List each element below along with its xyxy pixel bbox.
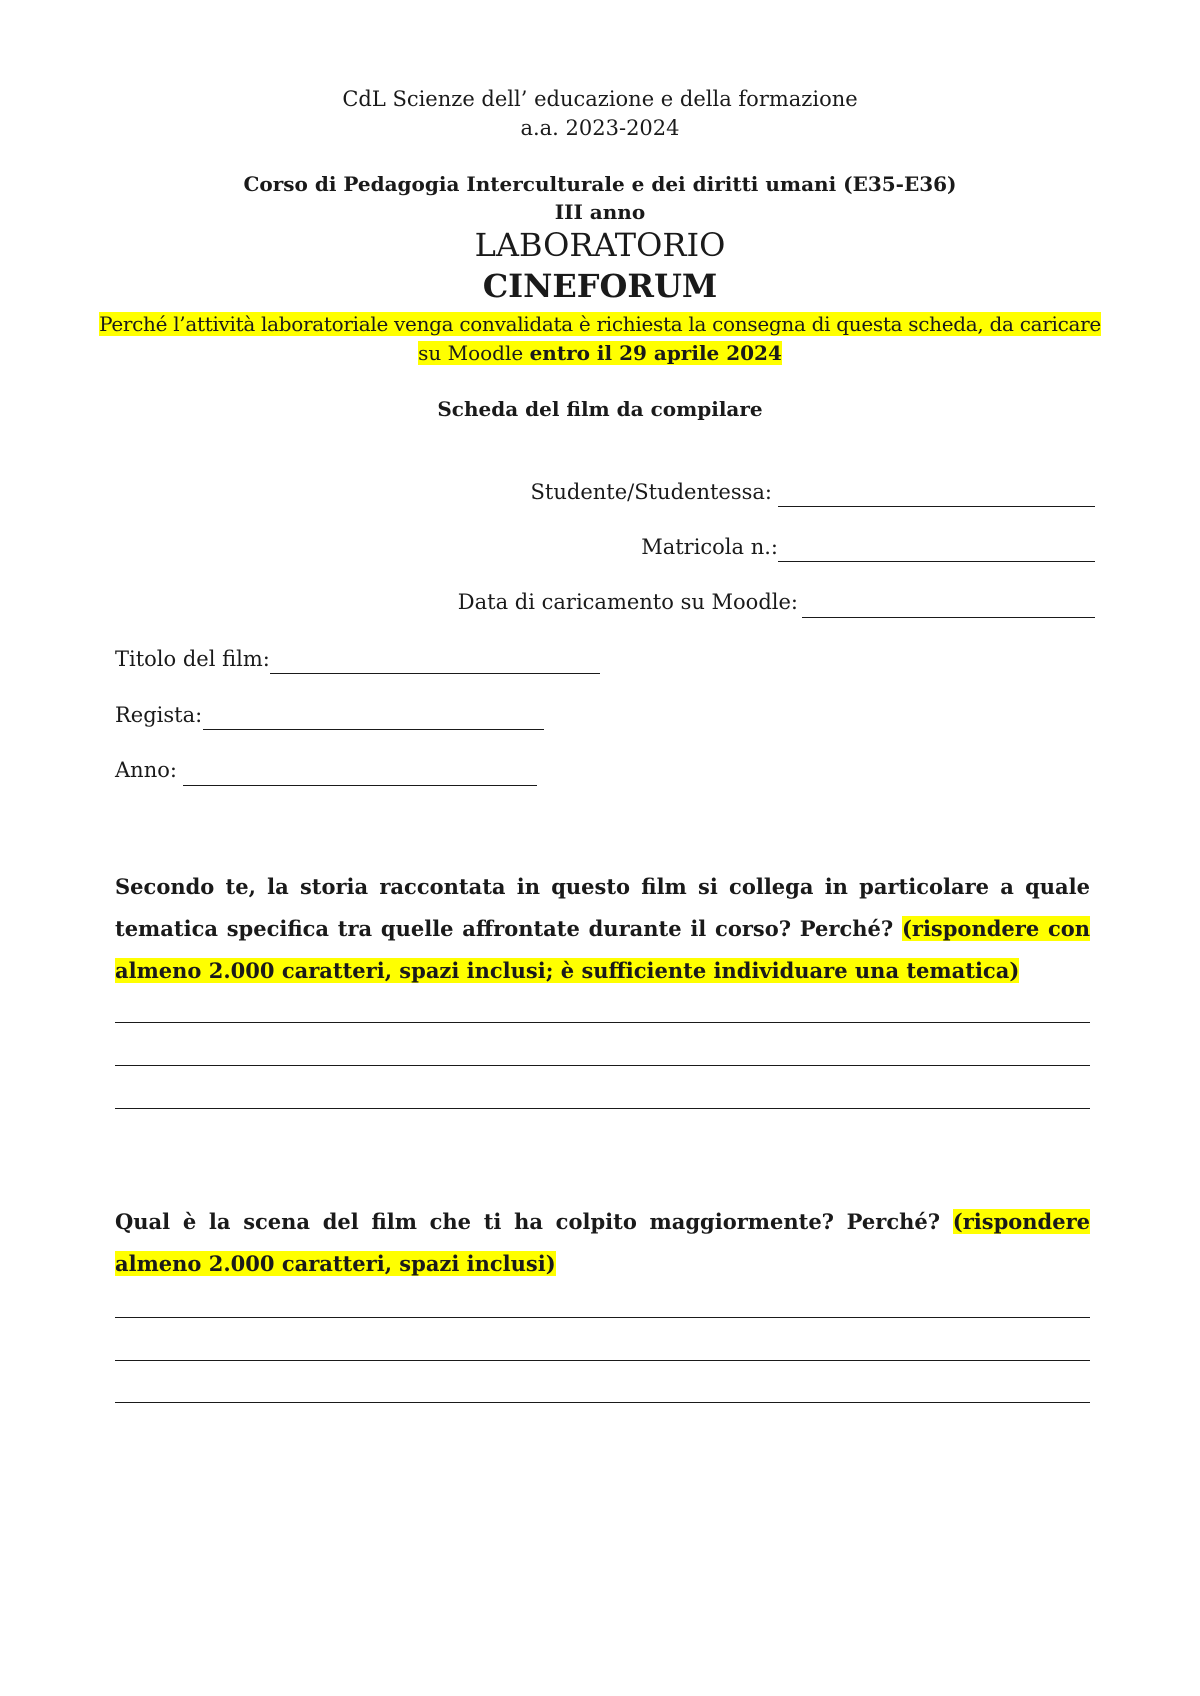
question-1-note: (rispondere con almeno 2.000 caratteri, spazi inclusi; è sufficiente individuare una tematica) [115,916,1091,983]
answer-2-line-1[interactable] [115,1317,1090,1318]
matricola-field[interactable] [778,561,1095,562]
notice-text: Perché l’attività laboratoriale venga convalidata è richiesta la consegna di questa scheda, da caricare [99,312,1101,336]
answer-1-line-3[interactable] [115,1108,1090,1109]
question-2-note: (rispondere almeno 2.000 caratteri, spazi inclusi) [115,1209,1090,1276]
notice-line-1 [0,312,1200,336]
director-label: Regista: [115,703,203,727]
answer-1-line-1[interactable] [115,1022,1090,1023]
director-field[interactable] [203,729,544,730]
academic-year: a.a. 2023-2024 [520,116,680,140]
lab-title: LABORATORIO [474,226,726,264]
student-field[interactable] [778,506,1095,507]
question-2-text: Qual è la scena del film che ti ha colpito maggiormente? Perché? [115,1209,941,1234]
program-name: CdL Scienze dell’ educazione e della formazione [342,87,858,111]
question-2 [115,1201,1090,1285]
student-label: Studente/Studentessa: [530,480,772,504]
answer-2-line-3[interactable] [115,1402,1090,1403]
matricola-label: Matricola n.: [641,535,778,559]
question-1-text: Secondo te, la storia raccontata in questo film si collega in particolare a quale tematica specifica tra quelle affrontate durante il corso? Perché? [115,874,1090,941]
film-title-label: Titolo del film: [115,647,270,671]
film-title-field[interactable] [270,673,600,674]
form-title: Scheda del film da compilare [437,397,763,421]
course-year: III anno [554,200,646,224]
notice-prefix: su Moodle [418,341,530,365]
upload-date-label: Data di caricamento su Moodle: [457,590,798,614]
lab-subtitle: CINEFORUM [482,267,718,305]
upload-date-field[interactable] [802,617,1095,618]
year-label: Anno: [115,758,177,782]
answer-1-line-2[interactable] [115,1065,1090,1066]
question-1 [115,866,1090,992]
notice-deadline: entro il 29 aprile 2024 [529,341,782,365]
answer-2-line-2[interactable] [115,1360,1090,1361]
notice-line-2 [0,341,1200,365]
year-field[interactable] [183,785,537,786]
course-name: Corso di Pedagogia Interculturale e dei diritti umani (E35-E36) [243,172,957,196]
